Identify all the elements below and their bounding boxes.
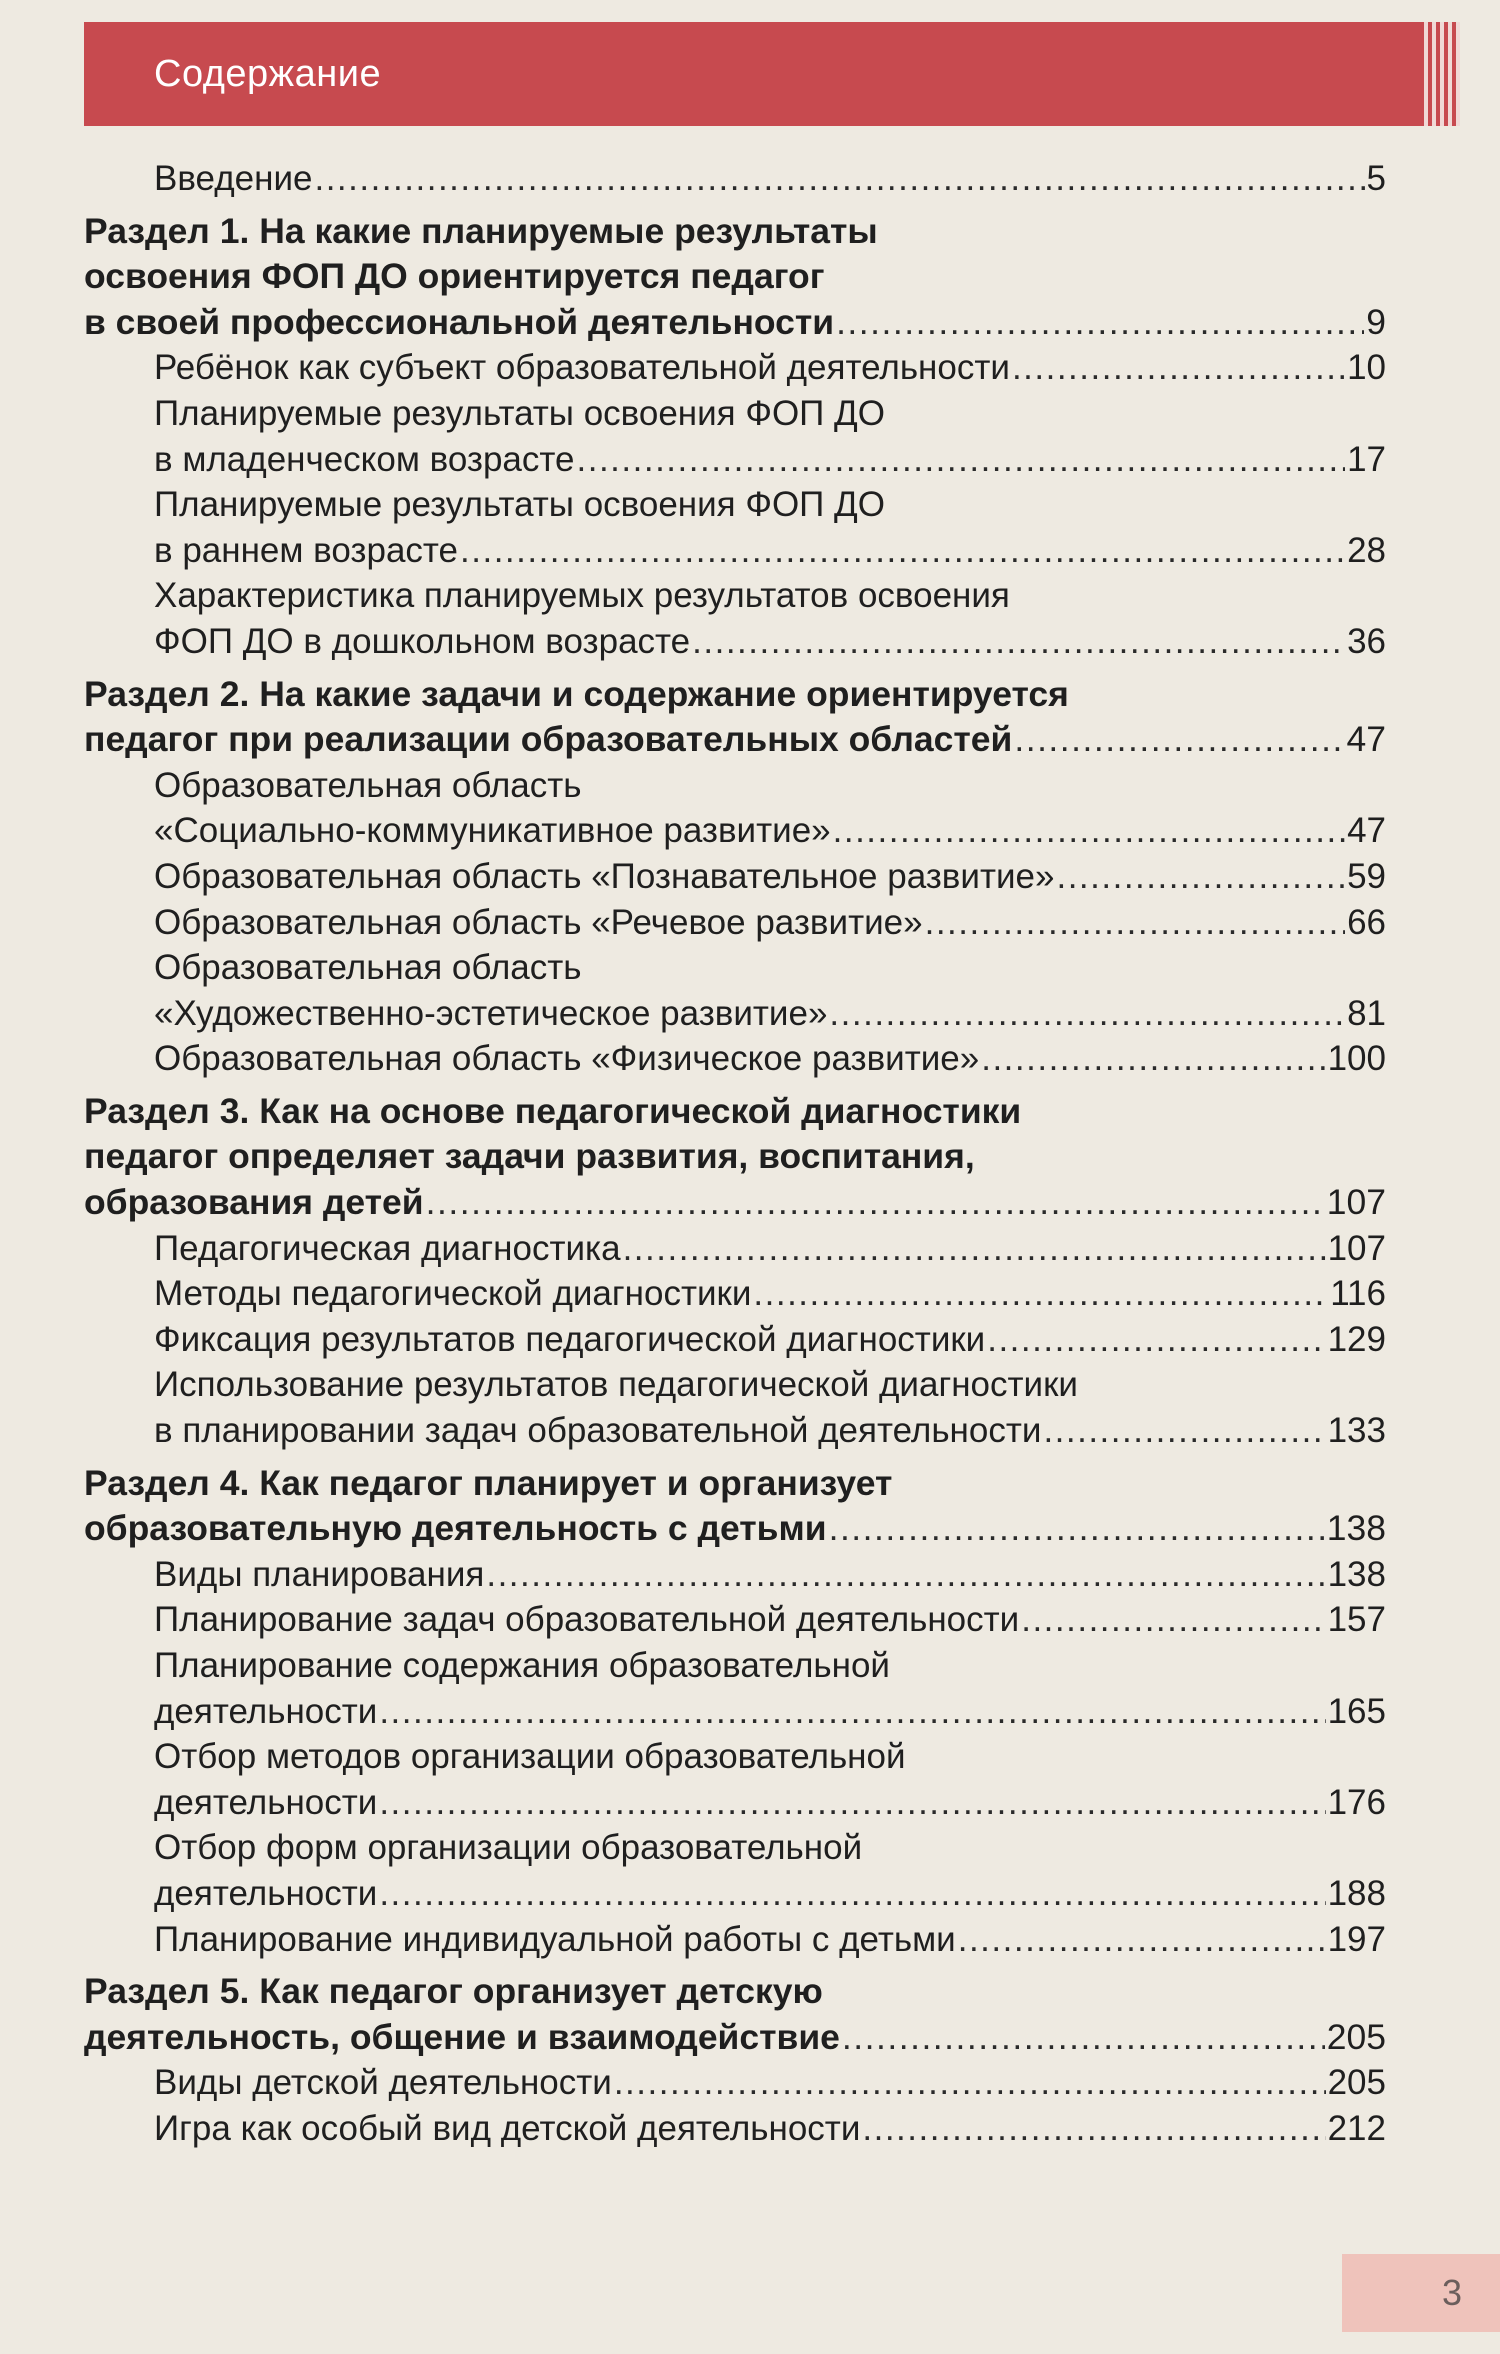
- toc-entry-title-line: Отбор форм организации образовательной: [154, 1828, 863, 1868]
- toc-entry-title-line: Педагогическая диагностика: [154, 1228, 621, 1268]
- toc-entry-page-number: 165: [1327, 1691, 1386, 1731]
- dot-leader: [426, 1180, 1325, 1226]
- toc-entry: [84, 391, 1386, 482]
- toc-entry-leader-row: [154, 808, 1386, 854]
- dot-leader: [379, 1689, 1325, 1735]
- toc-entry-title-line: деятельности: [154, 1691, 378, 1731]
- toc-entry-title-line: Фиксация результатов педагогической диагностики: [154, 1319, 986, 1359]
- dot-leader: [460, 528, 1345, 574]
- dot-leader: [958, 1917, 1326, 1963]
- toc-entry-leader-row: [154, 2106, 1386, 2152]
- toc-entry: [84, 763, 1386, 854]
- toc-entry: [84, 1036, 1386, 1082]
- toc-entry-title-line: Образовательная область: [154, 948, 582, 988]
- toc-section-entry: [84, 1969, 1386, 2060]
- dot-leader: [836, 300, 1364, 346]
- toc-entry-leader-row: [154, 991, 1386, 1037]
- toc-entry-page-number: 212: [1327, 2108, 1386, 2148]
- toc-entry-leader-row: [154, 528, 1386, 574]
- toc-entry-leader-row: [154, 156, 1386, 202]
- toc-entry-leader-row: [154, 1597, 1386, 1643]
- toc-entry-title-line: образования детей: [84, 1182, 424, 1223]
- dot-leader: [577, 437, 1346, 483]
- toc-entry-title-line: Методы педагогической диагностики: [154, 1274, 752, 1314]
- toc-entry-leader-row: [84, 1506, 1386, 1552]
- toc-entry-title-line: ФОП ДО в дошкольном возрасте: [154, 621, 691, 661]
- toc-entry: [84, 345, 1386, 391]
- toc-entry-leader-row: [84, 2015, 1386, 2061]
- toc-entry-title-line: Виды детской деятельности: [154, 2063, 612, 2103]
- dot-leader: [379, 1780, 1325, 1826]
- toc-entry-title-line: в раннем возрасте: [154, 530, 459, 570]
- toc-entry-title-line: Использование результатов педагогической диагностики: [154, 1365, 1078, 1405]
- toc-entry-title-line: в своей профессиональной деятельности: [84, 301, 835, 342]
- toc-entry-leader-row: [84, 1180, 1386, 1226]
- toc-entry: [84, 156, 1386, 202]
- toc-entry-title-line: Образовательная область: [154, 765, 582, 805]
- toc-entry: [84, 1226, 1386, 1272]
- toc-entry-title-line: в планировании задач образовательной деятельности: [154, 1411, 1042, 1451]
- toc-entry-page-number: 10: [1347, 348, 1386, 388]
- dot-leader: [862, 2106, 1325, 2152]
- toc-heading: Содержание: [154, 53, 382, 95]
- toc-entry: [84, 2060, 1386, 2106]
- toc-entry-leader-row: [154, 1689, 1386, 1735]
- toc-entry-leader-row: [154, 1780, 1386, 1826]
- toc-entry: [84, 482, 1386, 573]
- toc-entry-page-number: 176: [1327, 1782, 1386, 1822]
- toc-entry-title-line: Раздел 5. Как педагог организует детскую: [84, 1971, 823, 2012]
- toc-section-entry: [84, 1461, 1386, 1552]
- toc-section-entry: [84, 209, 1386, 346]
- dot-leader: [614, 2060, 1326, 2106]
- toc-entry: [84, 1643, 1386, 1734]
- toc-section-entry: [84, 672, 1386, 763]
- toc-entry: [84, 573, 1386, 664]
- toc-entry-title-line: Раздел 4. Как педагог планирует и организует: [84, 1462, 893, 1503]
- dot-leader: [753, 1271, 1328, 1317]
- dot-leader: [1012, 345, 1345, 391]
- dot-leader: [1056, 854, 1345, 900]
- dot-leader: [692, 619, 1345, 665]
- toc-entry-page-number: 9: [1366, 301, 1386, 342]
- toc-entry-title-line: педагог определяет задачи развития, воспитания,: [84, 1136, 975, 1177]
- toc-entry: [84, 1271, 1386, 1317]
- page-number-tab: [1342, 2254, 1500, 2332]
- toc-entry-title-line: Виды планирования: [154, 1554, 485, 1594]
- toc-entry-page-number: 138: [1326, 1508, 1386, 1549]
- toc-entry-page-number: 81: [1347, 993, 1386, 1033]
- toc-entry: [84, 1825, 1386, 1916]
- dot-leader: [379, 1871, 1325, 1917]
- toc-entry-title-line: Введение: [154, 159, 313, 198]
- toc-entry: [84, 1552, 1386, 1598]
- dot-leader: [842, 2015, 1325, 2061]
- toc-entry-title-line: Планируемые результаты освоения ФОП ДО: [154, 393, 885, 433]
- toc-entry-page-number: 188: [1327, 1873, 1386, 1913]
- dot-leader: [829, 1506, 1325, 1552]
- toc-entry-title-line: в младенческом возрасте: [154, 439, 575, 479]
- toc-entry-title-line: Игра как особый вид детской деятельности: [154, 2108, 861, 2148]
- toc-entry-leader-row: [154, 619, 1386, 665]
- toc-entry-title-line: Раздел 1. На какие планируемые результаты: [84, 210, 878, 251]
- toc-entry-page-number: 133: [1327, 1411, 1386, 1451]
- toc-entry-leader-row: [154, 1271, 1386, 1317]
- dot-leader: [981, 1036, 1325, 1082]
- dot-leader: [1043, 1408, 1325, 1454]
- toc-entry: [84, 854, 1386, 900]
- toc-entry-leader-row: [154, 1917, 1386, 1963]
- toc-entry-page-number: 28: [1347, 530, 1386, 570]
- dot-leader: [623, 1226, 1326, 1272]
- toc-entry-leader-row: [84, 300, 1386, 346]
- toc-entry-title-line: педагог при реализации образовательных областей: [84, 719, 1013, 760]
- toc-entry-leader-row: [84, 717, 1386, 763]
- toc-entry: [84, 900, 1386, 946]
- toc-entry-leader-row: [154, 1552, 1386, 1598]
- toc-header-band: [84, 22, 1460, 126]
- toc-entry-leader-row: [154, 1408, 1386, 1454]
- toc-entry-page-number: 129: [1327, 1319, 1386, 1359]
- toc-entry-page-number: 107: [1326, 1182, 1386, 1223]
- toc-entry-leader-row: [154, 1036, 1386, 1082]
- toc-entry-title-line: Планирование содержания образовательной: [154, 1646, 890, 1685]
- toc-entry-page-number: 138: [1327, 1554, 1386, 1594]
- toc-entry: [84, 1317, 1386, 1363]
- dot-leader: [829, 991, 1345, 1037]
- toc-entry-leader-row: [154, 2060, 1386, 2106]
- toc-entry-title-line: «Социально-коммуникативное развитие»: [154, 811, 831, 851]
- toc-entry-title-line: Планирование индивидуальной работы с детьми: [154, 1919, 956, 1959]
- dot-leader: [925, 900, 1345, 946]
- toc-entry-leader-row: [154, 900, 1386, 946]
- toc-entry-title-line: Ребёнок как субъект образовательной деятельности: [154, 348, 1010, 388]
- toc-entry: [84, 945, 1386, 1036]
- toc-entry-page-number: 100: [1327, 1039, 1386, 1079]
- toc-entry-page-number: 47: [1346, 719, 1386, 760]
- toc-entry: [84, 1917, 1386, 1963]
- toc-entry-title-line: «Художественно-эстетическое развитие»: [154, 993, 828, 1033]
- dot-leader: [987, 1317, 1325, 1363]
- toc-entry-leader-row: [154, 1226, 1386, 1272]
- toc-entry-leader-row: [154, 1871, 1386, 1917]
- toc-entry-title-line: Раздел 2. На какие задачи и содержание ориентируется: [84, 673, 1069, 714]
- toc-entry-leader-row: [154, 437, 1386, 483]
- toc-entry-leader-row: [154, 345, 1386, 391]
- toc-entry-page-number: 197: [1327, 1919, 1386, 1959]
- table-of-contents: [84, 156, 1386, 2152]
- toc-section-entry: [84, 1089, 1386, 1226]
- toc-entry-page-number: 47: [1347, 811, 1386, 851]
- dot-leader: [833, 808, 1345, 854]
- toc-entry-title-line: образовательную деятельность с детьми: [84, 1508, 827, 1549]
- page-number: 3: [1441, 2272, 1462, 2313]
- toc-entry: [84, 1362, 1386, 1453]
- toc-entry: [84, 1734, 1386, 1825]
- toc-entry-title-line: Планирование задач образовательной деятельности: [154, 1600, 1020, 1640]
- dot-leader: [486, 1552, 1325, 1598]
- toc-entry-page-number: 5: [1366, 159, 1386, 198]
- toc-entry-page-number: 59: [1347, 856, 1386, 896]
- toc-entry-title-line: Образовательная область «Физическое развитие»: [154, 1039, 980, 1079]
- toc-entry-page-number: 205: [1326, 2016, 1386, 2057]
- toc-entry-page-number: 116: [1330, 1274, 1386, 1314]
- header-stripes-decoration: [1420, 22, 1460, 126]
- dot-leader: [1021, 1597, 1325, 1643]
- dot-leader: [1014, 717, 1344, 763]
- toc-entry-leader-row: [154, 1317, 1386, 1363]
- toc-entry-title-line: Отбор методов организации образовательной: [154, 1737, 906, 1777]
- toc-entry: [84, 1597, 1386, 1643]
- toc-entry-page-number: 157: [1327, 1600, 1386, 1640]
- toc-entry: [84, 2106, 1386, 2152]
- toc-entry-title-line: деятельности: [154, 1873, 378, 1913]
- dot-leader: [314, 156, 1364, 202]
- toc-entry-title-line: деятельности: [154, 1782, 378, 1822]
- toc-entry-title-line: Характеристика планируемых результатов освоения: [154, 576, 1010, 616]
- toc-entry-title-line: Образовательная область «Познавательное развитие»: [154, 856, 1055, 896]
- toc-entry-page-number: 36: [1347, 621, 1386, 661]
- toc-entry-title-line: Образовательная область «Речевое развитие»: [154, 902, 923, 942]
- toc-entry-page-number: 66: [1347, 902, 1386, 942]
- toc-entry-title-line: Планируемые результаты освоения ФОП ДО: [154, 485, 885, 525]
- toc-entry-page-number: 17: [1347, 439, 1386, 479]
- toc-entry-title-line: освоения ФОП ДО ориентируется педагог: [84, 256, 825, 297]
- toc-entry-page-number: 107: [1327, 1228, 1386, 1268]
- toc-entry-title-line: Раздел 3. Как на основе педагогической диагностики: [84, 1090, 1022, 1131]
- toc-entry-leader-row: [154, 854, 1386, 900]
- toc-entry-title-line: деятельность, общение и взаимодействие: [84, 2016, 840, 2057]
- toc-entry-page-number: 205: [1327, 2063, 1386, 2103]
